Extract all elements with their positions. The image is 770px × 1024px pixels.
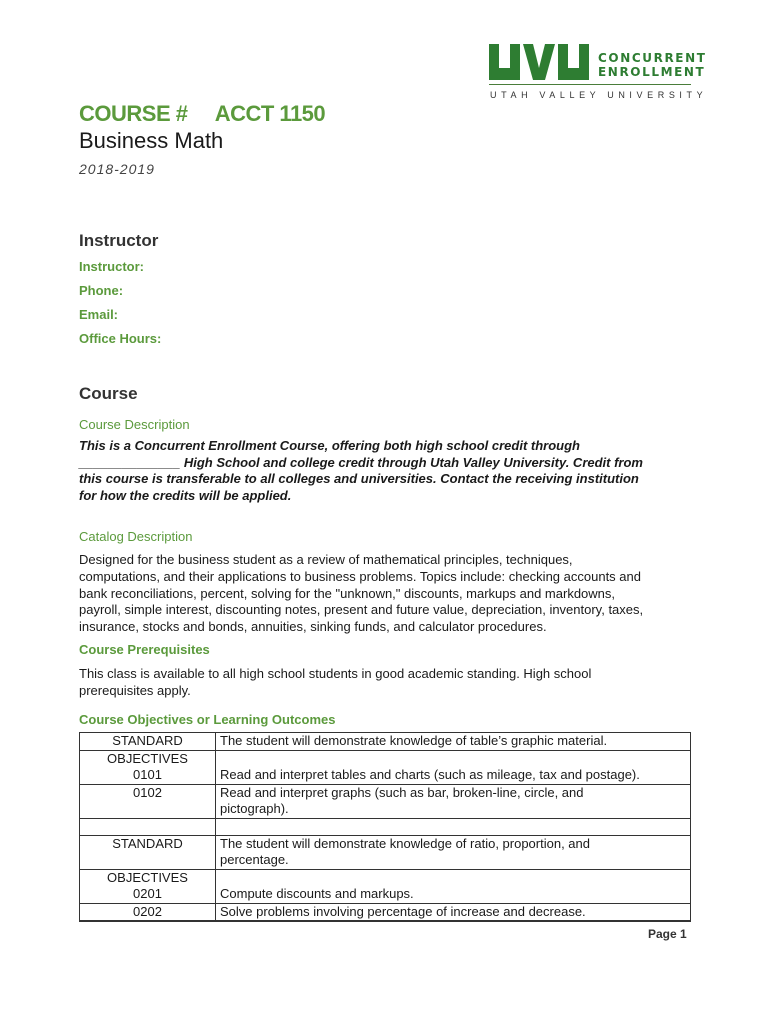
description-line: for how the credits will be applied. (79, 487, 292, 503)
cell-text: Read and interpret graphs (such as bar, broken-line, circle, and (220, 784, 584, 800)
objective-cell (80, 784, 216, 818)
table-row (80, 818, 691, 835)
table-row (80, 835, 691, 869)
catalog-line: payroll, simple interest, discounting notes, present and future value, depreciation, inventory, taxes, (79, 602, 644, 618)
cell-text: Compute discounts and markups. (220, 886, 414, 901)
table-row (80, 733, 691, 751)
standard-cell (80, 733, 216, 751)
cell-text: 0101 (133, 767, 162, 782)
prerequisites-text (79, 666, 689, 700)
course-name: Business Math (79, 128, 224, 153)
standard-description-cell (216, 733, 691, 751)
prereq-line: prerequisites apply. (79, 682, 191, 698)
course-description-heading: Course Description (79, 417, 190, 432)
logo-program-line1: CONCURRENT (598, 51, 707, 65)
cell-text: OBJECTIVES (107, 869, 188, 885)
objective-cell (80, 869, 216, 903)
cell-text: Read and interpret tables and charts (such as mileage, tax and postage). (220, 767, 640, 782)
objective-description-cell (216, 869, 691, 903)
catalog-description-heading: Catalog Description (79, 529, 193, 544)
table-row (80, 903, 691, 921)
office-hours-field: Office Hours: (79, 331, 162, 346)
cell-text (220, 870, 686, 887)
academic-year: 2018-2019 (79, 161, 155, 177)
objectives-heading: Course Objectives or Learning Outcomes (79, 712, 336, 727)
objective-cell (80, 903, 216, 921)
cell-text: OBJECTIVES (107, 750, 188, 766)
logo-program-text (598, 51, 707, 79)
logo-divider (489, 84, 691, 85)
objective-description-cell (216, 784, 691, 818)
table-row (80, 784, 691, 818)
prereq-line: This class is available to all high school students in good academic standing. High school (79, 666, 592, 681)
instructor-field: Instructor: (79, 259, 144, 274)
catalog-description-text (79, 552, 689, 636)
table-row (80, 750, 691, 784)
catalog-line: bank reconciliations, percent, solving for the "unknown," discounts, markups and markdowns, (79, 585, 616, 601)
standard-cell (80, 835, 216, 869)
objective-description-cell (216, 750, 691, 784)
cell-text: STANDARD (112, 733, 183, 748)
empty-cell (80, 818, 216, 835)
page-number: Page 1 (648, 927, 687, 941)
course-number: COURSE # ACCT 1150 (79, 101, 326, 126)
catalog-line: Designed for the business student as a review of mathematical principles, techniques, (79, 552, 573, 567)
objective-cell (80, 750, 216, 784)
cell-text: 0201 (133, 886, 162, 901)
cell-text: The student will demonstrate knowledge of table’s graphic material. (220, 733, 608, 748)
description-line: This is a Concurrent Enrollment Course, offering both high school credit through (79, 438, 581, 453)
cell-text: Solve problems involving percentage of increase and decrease. (220, 903, 586, 919)
description-line: this course is transferable to all colleges and universities. Contact the receiving institution (79, 471, 639, 487)
course-heading: Course (79, 384, 138, 403)
table-row (80, 869, 691, 903)
uvu-logo-icon (489, 44, 589, 80)
prerequisites-heading: Course Prerequisites (79, 642, 210, 657)
objectives-table (79, 732, 691, 922)
empty-cell (216, 818, 691, 835)
cell-text: STANDARD (112, 835, 183, 851)
course-description-text (79, 438, 691, 504)
objective-description-cell (216, 903, 691, 921)
cell-text: percentage. (220, 852, 289, 867)
cell-text: pictograph). (220, 801, 289, 816)
cell-text: 0102 (133, 784, 162, 800)
catalog-line: computations, and their applications to business problems. Topics include: checking accounts and (79, 568, 641, 584)
description-line: ______________ High School and college credit through Utah Valley University. Credit from (79, 454, 643, 470)
catalog-line: insurance, stocks and bonds, annuities, sinking funds, and calculator procedures. (79, 619, 547, 635)
cell-text: The student will demonstrate knowledge of ratio, proportion, and (220, 835, 590, 851)
logo-program-line2: ENROLLMENT (598, 65, 706, 79)
standard-description-cell (216, 835, 691, 869)
instructor-heading: Instructor (79, 231, 159, 250)
cell-text (220, 751, 686, 768)
phone-field: Phone: (79, 283, 124, 298)
cell-text: 0202 (133, 903, 162, 919)
email-field: Email: (79, 307, 119, 322)
logo-university-name: UTAH VALLEY UNIVERSITY (490, 90, 708, 100)
